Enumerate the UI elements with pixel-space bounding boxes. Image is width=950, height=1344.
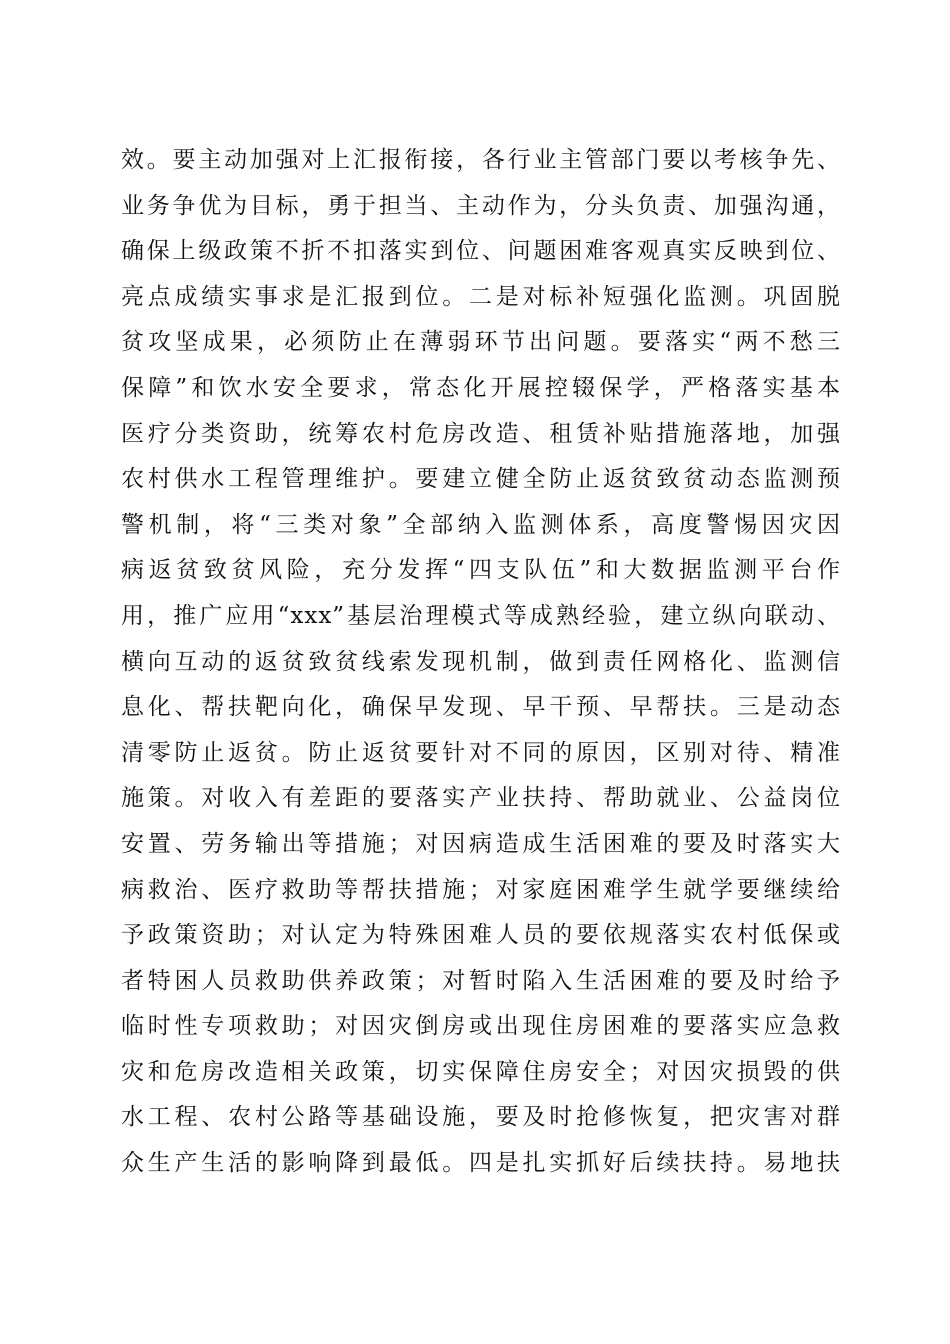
text-line-1: 效。要主动加强对上汇报衔接，各行业主管部门要以考核争先、 bbox=[121, 147, 841, 173]
text-line-11: 用，推广应用“xxx”基层治理模式等成熟经验，建立纵向联动、 bbox=[121, 602, 841, 629]
text-line-2: 业务争优为目标，勇于担当、主动作为，分头负责、加强沟通， bbox=[121, 192, 841, 219]
text-line-4: 亮点成绩实事求是汇报到位。二是对标补短强化监测。巩固脱 bbox=[121, 283, 841, 310]
text-line-17: 病救治、医疗救助等帮扶措施；对家庭困难学生就学要继续给 bbox=[121, 876, 841, 903]
text-line-5: 贫攻坚成果，必须防止在薄弱环节出问题。要落实“两不愁三 bbox=[121, 329, 841, 356]
body-paragraph bbox=[121, 138, 841, 1187]
text-line-10: 病返贫致贫风险，充分发挥“四支队伍”和大数据监测平台作 bbox=[121, 557, 841, 584]
text-line-18: 予政策资助；对认定为特殊困难人员的要依规落实农村低保或 bbox=[121, 922, 841, 949]
text-line-23: 众生产生活的影响降到最低。四是扎实抓好后续扶持。易地扶 bbox=[121, 1150, 841, 1177]
text-line-19: 者特困人员救助供养政策；对暂时陷入生活困难的要及时给予 bbox=[121, 967, 841, 994]
text-line-14: 清零防止返贫。防止返贫要针对不同的原因，区别对待、精准 bbox=[121, 739, 841, 766]
text-line-9: 警机制，将“三类对象”全部纳入监测体系，高度警惕因灾因 bbox=[121, 511, 841, 538]
text-line-15: 施策。对收入有差距的要落实产业扶持、帮助就业、公益岗位 bbox=[121, 785, 841, 812]
text-line-8: 农村供水工程管理维护。要建立健全防止返贫致贫动态监测预 bbox=[121, 466, 841, 493]
text-line-16: 安置、劳务输出等措施；对因病造成生活困难的要及时落实大 bbox=[121, 830, 841, 857]
text-line-7: 医疗分类资助，统筹农村危房改造、租赁补贴措施落地，加强 bbox=[121, 420, 841, 447]
text-line-22: 水工程、农村公路等基础设施，要及时抢修恢复，把灾害对群 bbox=[121, 1104, 841, 1131]
text-line-6: 保障”和饮水安全要求，常态化开展控辍保学，严格落实基本 bbox=[121, 374, 841, 401]
text-line-21: 灾和危房改造相关政策，切实保障住房安全；对因灾损毁的供 bbox=[121, 1058, 841, 1085]
text-line-12: 横向互动的返贫致贫线索发现机制，做到责任网格化、监测信 bbox=[121, 648, 841, 675]
text-line-20: 临时性专项救助；对因灾倒房或出现住房困难的要落实应急救 bbox=[121, 1013, 841, 1040]
text-line-13: 息化、帮扶靶向化，确保早发现、早干预、早帮扶。三是动态 bbox=[121, 694, 841, 721]
text-line-3: 确保上级政策不折不扣落实到位、问题困难客观真实反映到位、 bbox=[121, 238, 841, 265]
